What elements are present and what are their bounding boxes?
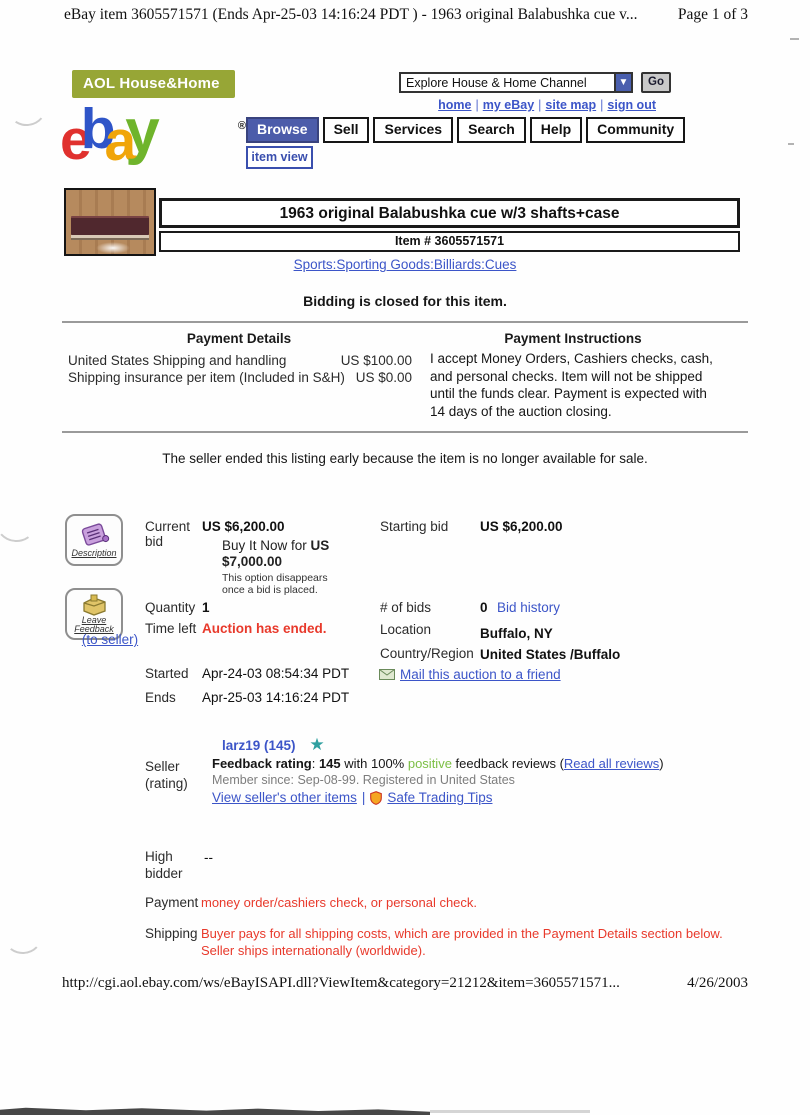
- seller-rating-label: [145, 758, 188, 792]
- payment-terms-text: money order/cashiers check, or personal check.: [201, 895, 478, 910]
- safe-trading-tips-link[interactable]: Safe Trading Tips: [387, 790, 493, 805]
- go-button[interactable]: Go: [641, 72, 671, 93]
- tab-services[interactable]: Services: [373, 117, 453, 143]
- feedback-rating-line: [212, 756, 732, 771]
- current-bid-label: Current bid: [145, 519, 191, 549]
- quantity-label: Quantity: [145, 600, 196, 615]
- hole-punch-mark: [6, 90, 48, 129]
- ebay-logo-letter-e: e: [60, 108, 88, 172]
- location-value: Buffalo, NY: [480, 626, 553, 641]
- view-other-items-link[interactable]: View seller's other items: [212, 790, 357, 805]
- feedback-box-icon: [79, 594, 109, 616]
- category-breadcrumb-row: [80, 257, 730, 272]
- ends-label: Ends: [145, 690, 176, 705]
- tab-browse[interactable]: Browse: [246, 117, 319, 143]
- early-end-notice: The seller ended this listing early because the item is no longer available for sale.: [162, 451, 648, 466]
- payment-instructions-heading: Payment Instructions: [504, 331, 642, 346]
- item-title: 1963 original Balabushka cue w/3 shafts+case: [159, 198, 740, 228]
- ebay-logo: [60, 96, 246, 172]
- chevron-down-icon: ▼: [614, 74, 631, 91]
- case-shadow: [71, 238, 149, 240]
- shipping-terms-text: Buyer pays for all shipping costs, which are provided in the Payment Details section below. Seller ships internationally (worldwide).: [201, 926, 723, 958]
- starting-bid-value: US $6,200.00: [480, 519, 563, 534]
- feedback-count: 145: [318, 756, 341, 771]
- payment-instructions-text: I accept Money Orders, Cashiers checks, cash, and personal checks. Item will not be shipped until the funds clear. Payment is expected with 14 days of the auction closing.: [430, 351, 713, 419]
- shield-icon: [370, 791, 382, 805]
- num-bids-label: # of bids: [380, 600, 432, 615]
- started-label: Started: [145, 666, 189, 681]
- tab-community[interactable]: Community: [586, 117, 685, 143]
- high-bidder-label: [145, 848, 183, 882]
- scan-edge-mark: [790, 38, 799, 40]
- current-bid-value: US $6,200.00: [202, 519, 285, 534]
- shipping-insurance-value: US $0.00: [355, 370, 412, 385]
- buy-it-now-prefix: Buy It Now for: [222, 538, 311, 553]
- link-separator: |: [600, 98, 604, 112]
- country-region-value: United States /Buffalo: [480, 647, 621, 662]
- print-footer: [62, 975, 748, 992]
- scroll-icon: [77, 522, 111, 549]
- seller-links-row: [212, 790, 492, 805]
- started-value: Apr-24-03 08:54:34 PDT: [202, 666, 350, 681]
- leave-feedback-label-line2: Feedback: [74, 624, 114, 634]
- member-since-line: Member since: Sep-08-99. Registered in United States: [212, 773, 515, 787]
- sign-out-link[interactable]: sign out: [607, 98, 656, 112]
- payment-details-heading: Payment Details: [186, 331, 292, 346]
- tab-search[interactable]: Search: [457, 117, 526, 143]
- mail-to-friend-link[interactable]: Mail this auction to a friend: [400, 667, 561, 682]
- cue-case-image: [71, 216, 149, 235]
- ebay-logo-letter-y: y: [125, 97, 156, 166]
- buy-it-now-amount: US $7,000.00: [222, 538, 330, 569]
- link-separator: |: [538, 98, 542, 112]
- to-seller-link[interactable]: (to seller): [81, 632, 139, 647]
- scan-smear: [0, 1107, 430, 1115]
- divider: [62, 321, 748, 323]
- time-left-label: Time left: [145, 621, 197, 636]
- envelope-icon: [379, 669, 395, 680]
- seller-label-line2: (rating): [145, 776, 188, 791]
- feedback-rating-label: Feedback rating: [212, 756, 312, 771]
- ebay-logo-letter-a: a: [104, 109, 133, 173]
- site-map-link[interactable]: site map: [545, 98, 597, 112]
- main-nav: [246, 117, 685, 143]
- shipping-handling-label: United States Shipping and handling: [68, 353, 287, 368]
- seller-label-line1: Seller: [145, 759, 180, 774]
- print-footer-date: 4/26/2003: [687, 975, 748, 991]
- high-bidder-label-line2: bidder: [145, 866, 183, 881]
- divider: [62, 431, 748, 433]
- floor-reflection: [96, 242, 130, 254]
- channel-select-value: Explore House & Home Channel: [406, 75, 587, 90]
- links-separator: |: [361, 790, 366, 805]
- num-bids-value: 0: [480, 600, 488, 615]
- aol-house-home-logo: [72, 70, 235, 98]
- quantity-value: 1: [202, 600, 210, 615]
- buy-it-now-block: [222, 538, 346, 596]
- print-header-title: eBay item 3605571571 (Ends Apr-25-03 14:16:24 PDT ) - 1963 original Balabushka cue v...: [64, 6, 638, 23]
- link-separator: |: [475, 98, 479, 112]
- high-bidder-value: --: [204, 850, 213, 865]
- tab-item-view[interactable]: item view: [246, 146, 313, 169]
- shipping-label: Shipping: [145, 926, 198, 941]
- home-link[interactable]: home: [438, 98, 472, 112]
- print-footer-url: http://cgi.aol.ebay.com/ws/eBayISAPI.dll?ViewItem&category=21212&item=3605571571...: [62, 975, 620, 991]
- print-header: [64, 6, 748, 24]
- feedback-mid-text: with 100%: [340, 756, 408, 771]
- feedback-close-paren: ): [659, 756, 664, 771]
- leave-feedback-label-line1: Leave: [81, 614, 107, 625]
- scan-edge-mark: [788, 143, 794, 145]
- ends-value: Apr-25-03 14:16:24 PDT: [202, 690, 350, 705]
- high-bidder-label-line1: High: [145, 849, 173, 864]
- tab-help[interactable]: Help: [530, 117, 582, 143]
- description-button-label: Description: [71, 547, 117, 558]
- seller-row: [222, 735, 325, 755]
- starting-bid-label: Starting bid: [380, 519, 449, 534]
- ebay-logo-letter-b: b: [80, 97, 112, 161]
- read-all-reviews-link[interactable]: Read all reviews: [563, 756, 660, 771]
- time-left-value: Auction has ended.: [202, 621, 327, 636]
- item-number: Item # 3605571571: [159, 231, 740, 252]
- hole-punch-mark: [3, 919, 43, 956]
- hole-punch-mark: [0, 504, 38, 544]
- payment-label: Payment: [145, 895, 199, 910]
- category-link[interactable]: Sports:Sporting Goods:Billiards:Cues: [293, 257, 517, 272]
- country-region-label: Country/Region: [380, 646, 474, 661]
- aol-logo-text: AOL House&Home: [83, 75, 220, 92]
- scan-smear-light: [430, 1110, 590, 1113]
- tab-sell[interactable]: Sell: [323, 117, 370, 143]
- seller-user-link[interactable]: larz19 (145): [222, 738, 296, 753]
- shipping-handling-value: US $100.00: [340, 353, 412, 368]
- channel-select[interactable]: [399, 72, 633, 93]
- bid-history-link[interactable]: Bid history: [497, 600, 561, 615]
- feedback-after-text: feedback reviews (: [451, 756, 564, 771]
- feedback-colon: :: [311, 756, 319, 771]
- description-button[interactable]: [65, 514, 123, 566]
- account-links: [380, 98, 656, 112]
- location-label: Location: [380, 622, 432, 637]
- feedback-positive: positive: [407, 756, 452, 771]
- shipping-insurance-label: Shipping insurance per item (Included in S&H): [68, 370, 345, 385]
- my-ebay-link[interactable]: my eBay: [482, 98, 535, 112]
- buy-it-now-note: This option disappears once a bid is placed.: [222, 572, 328, 596]
- registered-mark: ®: [237, 120, 246, 132]
- item-thumbnail: [64, 188, 156, 256]
- print-page-number: Page 1 of 3: [677, 6, 748, 23]
- feedback-star-icon[interactable]: ★: [309, 735, 325, 754]
- bidding-closed-notice: Bidding is closed for this item.: [303, 293, 507, 309]
